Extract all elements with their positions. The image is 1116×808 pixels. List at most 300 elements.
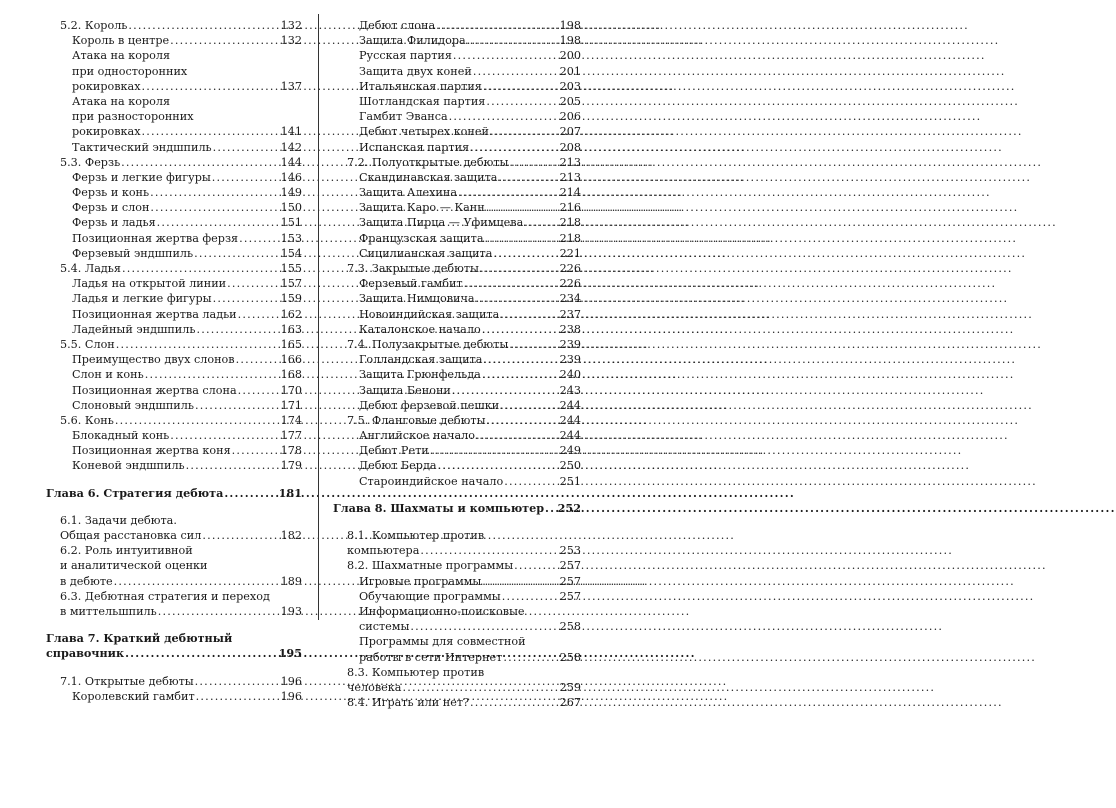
toc-entry-title: Защита Алехина: [359, 186, 458, 200]
toc-entry[interactable]: [333, 458, 581, 473]
toc-entry[interactable]: [333, 200, 581, 215]
toc-entry-title: Дебют Рети: [359, 444, 429, 458]
toc-gap: [46, 662, 302, 674]
toc-entry-title: Глава 6. Стратегия дебюта: [46, 485, 224, 500]
toc-entry[interactable]: [333, 619, 581, 634]
toc-entry[interactable]: [333, 428, 581, 443]
toc-page-number: 253: [559, 544, 581, 558]
toc-entry[interactable]: [46, 291, 302, 306]
toc-page-number: 151: [280, 216, 302, 230]
toc-leader-dots: [514, 558, 559, 573]
toc-page-number: 213: [559, 155, 581, 169]
toc-page-number: 218: [559, 216, 581, 230]
toc-page-number: 174: [280, 413, 302, 427]
toc-gap: [46, 474, 302, 486]
toc-entry-title: 6.2. Роль интуитивной: [60, 544, 193, 558]
toc-leader-dots: [128, 18, 279, 33]
toc-entry[interactable]: [333, 695, 581, 710]
toc-leader-dots: [483, 352, 558, 367]
toc-entry[interactable]: [46, 589, 302, 604]
toc-entry-title: Дебют четырех коней: [359, 125, 489, 139]
toc-page-number: 205: [559, 94, 581, 108]
toc-page-number: 206: [559, 110, 581, 124]
toc-page-number: 196: [280, 674, 302, 688]
toc-page-number: 155: [280, 262, 302, 275]
toc-entry-title: 6.3. Дебютная стратегия и переход: [60, 589, 270, 603]
toc-leader-dots: [224, 486, 277, 501]
toc-page-number: 153: [280, 231, 302, 245]
toc-entry[interactable]: [46, 604, 302, 619]
toc-entry-title: справочник: [46, 646, 125, 661]
toc-entry-title: Защита Каро — Канн: [359, 201, 485, 215]
toc-page-number: 137: [280, 79, 302, 93]
toc-leader-dots: [122, 261, 280, 276]
toc-entry-title: Преимущество двух слонов: [72, 353, 235, 367]
toc-leader-dots: [486, 200, 559, 215]
toc-entry[interactable]: [46, 352, 302, 367]
toc-entry-title: Защита Бенони: [359, 383, 451, 397]
toc-entry-title: рокировках: [72, 125, 141, 139]
toc-page-number: 132: [280, 19, 302, 32]
toc-entry[interactable]: [333, 634, 581, 649]
toc-page-number: 178: [280, 444, 302, 458]
toc-leader-dots: [502, 589, 559, 604]
toc-entry[interactable]: [46, 574, 302, 589]
toc-entry[interactable]: [333, 246, 581, 261]
toc-entry[interactable]: [46, 94, 302, 109]
toc-page-number: 203: [559, 79, 581, 93]
toc-entry-title: Итальянская партия: [359, 79, 482, 93]
toc-page-number: 244: [559, 429, 581, 443]
toc-leader-dots: [482, 367, 559, 382]
toc-entry[interactable]: [333, 33, 581, 48]
toc-page-number: 226: [559, 262, 581, 275]
toc-entry[interactable]: [46, 170, 302, 185]
toc-entry[interactable]: [333, 528, 581, 543]
toc-entry[interactable]: [46, 140, 302, 155]
toc-page-number: 165: [280, 337, 302, 351]
toc-entry-title: Слон и конь: [72, 368, 144, 382]
toc-leader-dots: [142, 79, 280, 94]
toc-entry-title: Ладейный эндшпиль: [72, 322, 196, 336]
toc-page-number: 181: [278, 485, 302, 500]
toc-entry-title: Глава 7. Краткий дебютный: [46, 631, 233, 646]
toc-entry[interactable]: [333, 170, 581, 185]
toc-page-number: 162: [280, 307, 302, 321]
toc-entry[interactable]: [333, 64, 581, 79]
toc-page-number: 157: [280, 277, 302, 291]
toc-entry[interactable]: [46, 200, 302, 215]
toc-leader-dots: [430, 443, 559, 458]
toc-page-number: 267: [559, 696, 581, 710]
toc-entry-title: Дебют ферзевой пешки: [359, 398, 500, 412]
toc-entry-title: Дебют слона: [359, 19, 436, 32]
toc-leader-dots: [116, 337, 280, 352]
toc-entry-title: 7.5. Фланговые дебюты: [347, 413, 486, 427]
toc-entry-title: Обучающие программы: [359, 589, 501, 603]
toc-page-number: 193: [280, 604, 302, 618]
toc-entry[interactable]: [46, 674, 302, 689]
toc-page-number: 141: [280, 125, 302, 139]
toc-leader-dots: [212, 170, 280, 185]
toc-leader-dots: [480, 261, 559, 276]
toc-entry[interactable]: [333, 109, 581, 124]
toc-entry[interactable]: [333, 94, 581, 109]
toc-entry-title: 5.2. Король: [60, 19, 128, 32]
toc-entry-title: 5.5. Слон: [60, 337, 115, 351]
toc-entry-title: Скандинавская защита: [359, 170, 498, 184]
toc-page-number: 179: [280, 459, 302, 473]
toc-entry-title: Гамбит Эванса: [359, 110, 448, 124]
toc-entry-title: 5.6. Конь: [60, 413, 114, 427]
toc-page-number: 132: [280, 34, 302, 48]
toc-entry[interactable]: [333, 48, 581, 63]
toc-entry-title: Позиционная жертва коня: [72, 444, 231, 458]
toc-entry[interactable]: [333, 322, 581, 337]
toc-leader-dots: [484, 231, 558, 246]
toc-entry[interactable]: [333, 383, 581, 398]
toc-page-number: 239: [559, 353, 581, 367]
toc-leader-dots: [170, 33, 279, 48]
toc-page-number: 257: [559, 574, 581, 588]
toc-left-column: [46, 18, 302, 704]
toc-page-number: 213: [559, 170, 581, 184]
toc-entry-title: Ладья и легкие фигуры: [72, 292, 212, 306]
toc-entry-title: компьютера: [347, 544, 420, 558]
toc-entry[interactable]: [46, 155, 302, 170]
toc-page-number: 249: [559, 444, 581, 458]
toc-page-number: 238: [559, 322, 581, 336]
toc-leader-dots: [125, 646, 278, 661]
toc-entry-title: Защита Грюнфельда: [359, 368, 481, 382]
toc-entry[interactable]: [46, 33, 302, 48]
toc-entry[interactable]: [46, 689, 302, 704]
toc-page-number: 244: [559, 398, 581, 412]
toc-page-number: 177: [280, 429, 302, 443]
toc-entry[interactable]: [46, 215, 302, 230]
toc-page-number: 146: [280, 170, 302, 184]
toc-entry-title: Королевский гамбит: [72, 689, 195, 703]
toc-entry-title: Староиндийское начало: [359, 474, 504, 488]
toc-page-number: 239: [559, 337, 581, 351]
toc-page-number: 154: [280, 246, 302, 260]
toc-page-number: 198: [559, 19, 581, 32]
toc-leader-dots: [490, 124, 559, 139]
toc-entry[interactable]: [333, 589, 581, 604]
toc-leader-dots: [452, 383, 559, 398]
toc-page-number: 144: [280, 155, 302, 169]
toc-leader-dots: [509, 337, 558, 352]
toc-entry-title: в дебюте: [60, 574, 113, 588]
toc-leader-dots: [509, 155, 558, 170]
toc-page-number: 240: [559, 368, 581, 382]
toc-leader-dots: [150, 200, 279, 215]
toc-entry-title: Программы для совместной: [359, 635, 526, 649]
toc-leader-dots: [232, 443, 280, 458]
toc-entry[interactable]: [46, 231, 302, 246]
toc-gap: [46, 501, 302, 513]
toc-entry[interactable]: [333, 413, 581, 428]
toc-entry[interactable]: [46, 413, 302, 428]
toc-leader-dots: [486, 94, 558, 109]
toc-page-number: 166: [280, 353, 302, 367]
toc-page-number: 250: [559, 459, 581, 473]
toc-entry[interactable]: [333, 215, 581, 230]
toc-entry[interactable]: [46, 185, 302, 200]
toc-leader-dots: [115, 413, 280, 428]
toc-entry-title: 6.1. Задачи дебюта.: [60, 513, 177, 527]
toc-page-number: 159: [280, 292, 302, 306]
toc-entry[interactable]: [333, 307, 581, 322]
toc-entry-title: Защита Пирца — Уфимцева: [359, 216, 524, 230]
toc-entry[interactable]: [46, 109, 302, 124]
toc-page-number: 189: [280, 574, 302, 588]
toc-entry-title: Игровые программы: [359, 574, 482, 588]
toc-entry-title: Ферзь и слон: [72, 201, 150, 215]
toc-entry[interactable]: [46, 558, 302, 573]
toc-leader-dots: [500, 307, 558, 322]
toc-leader-dots: [449, 109, 559, 124]
toc-entry[interactable]: [46, 428, 302, 443]
toc-leader-dots: [473, 64, 559, 79]
toc-entry-title: Каталонское начало: [359, 322, 481, 336]
toc-leader-dots: [470, 140, 559, 155]
toc-entry-title: 8.1. Компьютер против: [347, 529, 485, 542]
toc-entry[interactable]: [333, 474, 581, 489]
toc-page-number: 216: [559, 201, 581, 215]
toc-entry[interactable]: [333, 398, 581, 413]
toc-entry-title: 7.3. Закрытые дебюты: [347, 262, 479, 275]
toc-entry[interactable]: [333, 231, 581, 246]
toc-leader-dots: [476, 428, 559, 443]
toc-entry-title: Ферзь и ладья: [72, 216, 156, 230]
toc-chapter-entry[interactable]: [46, 486, 302, 501]
toc-leader-dots: [486, 413, 558, 428]
toc-page-number: 208: [559, 140, 581, 154]
toc-entry-title: Атака на короля: [72, 49, 171, 63]
toc-chapter-entry[interactable]: [46, 646, 302, 661]
toc-chapter-entry[interactable]: [46, 631, 302, 646]
toc-leader-dots: [238, 307, 280, 322]
toc-entry-title: Позиционная жертва ферзя: [72, 231, 239, 245]
toc-entry[interactable]: [46, 398, 302, 413]
toc-entry-title: Ладья на открытой линии: [72, 277, 227, 291]
toc-page-number: 170: [280, 383, 302, 397]
toc-entry[interactable]: [333, 574, 581, 589]
toc-entry-title: Коневой эндшпиль: [72, 459, 185, 473]
toc-leader-dots: [145, 367, 280, 382]
toc-entry[interactable]: [46, 513, 302, 528]
toc-entry[interactable]: [333, 352, 581, 367]
toc-entry[interactable]: [333, 185, 581, 200]
toc-page-number: 198: [559, 34, 581, 48]
toc-page-number: 214: [559, 186, 581, 200]
toc-entry-title: 8.4. Играть или нет?: [347, 696, 470, 710]
toc-page-number: 257: [559, 589, 581, 603]
toc-entry[interactable]: [333, 367, 581, 382]
toc-leader-dots: [438, 458, 559, 473]
toc-entry-title: Ферзевый гамбит: [359, 277, 463, 291]
toc-gap: [333, 489, 581, 501]
toc-entry[interactable]: [333, 79, 581, 94]
toc-leader-dots: [436, 18, 558, 33]
toc-entry-title: работы в сети Интернет: [359, 650, 503, 664]
toc-entry[interactable]: [46, 543, 302, 558]
toc-page-number: 142: [280, 140, 302, 154]
toc-entry-title: 5.3. Ферзь: [60, 155, 121, 169]
toc-page-number: 244: [559, 413, 581, 427]
toc-entry-title: Дебют Берда: [359, 459, 437, 473]
toc-leader-dots: [238, 383, 280, 398]
toc-entry-title: Информационно-поисковые: [359, 604, 525, 618]
toc-leader-dots: [482, 322, 559, 337]
toc-entry-title: системы: [359, 620, 410, 634]
toc-entry-title: Новоиндийская защита: [359, 307, 500, 321]
toc-leader-dots: [476, 291, 559, 306]
toc-entry[interactable]: [46, 337, 302, 352]
toc-leader-dots: [213, 140, 280, 155]
toc-page-number: 257: [559, 559, 581, 573]
toc-entry-title: Шотландская партия: [359, 94, 486, 108]
toc-entry[interactable]: [46, 18, 302, 33]
toc-entry[interactable]: [333, 18, 581, 33]
toc-page-number: 237: [559, 307, 581, 321]
toc-entry[interactable]: [333, 680, 581, 695]
toc-entry[interactable]: [46, 246, 302, 261]
toc-leader-dots: [503, 650, 558, 665]
toc-entry[interactable]: [333, 558, 581, 573]
toc-entry-title: 7.4. Полузакрытые дебюты: [347, 337, 509, 351]
toc-entry[interactable]: [46, 458, 302, 473]
toc-chapter-entry[interactable]: [333, 501, 581, 516]
toc-leader-dots: [202, 528, 279, 543]
toc-page-number: 252: [557, 500, 581, 515]
toc-entry-title: 8.3. Компьютер против: [347, 665, 485, 679]
toc-entry-title: Атака на короля: [72, 94, 171, 108]
toc-entry-title: 7.1. Открытые дебюты: [60, 674, 194, 688]
toc-entry[interactable]: [46, 528, 302, 543]
toc-entry-title: и аналитической оценки: [60, 559, 208, 573]
toc-page-number: 150: [280, 201, 302, 215]
toc-entry[interactable]: [46, 261, 302, 276]
toc-leader-dots: [467, 33, 559, 48]
toc-leader-dots: [420, 543, 558, 558]
toc-leader-dots: [470, 695, 559, 710]
toc-page-number: 251: [559, 474, 581, 488]
toc-page-number: 258: [559, 650, 581, 664]
toc-page-number: 196: [280, 689, 302, 703]
toc-leader-dots: [157, 215, 280, 230]
toc-leader-dots: [410, 619, 558, 634]
toc-leader-dots: [500, 398, 558, 413]
toc-entry-title: Ферзь и легкие фигуры: [72, 170, 211, 184]
toc-gap: [333, 516, 581, 528]
toc-leader-dots: [195, 674, 280, 689]
toc-page-number: 163: [280, 322, 302, 336]
toc-leader-dots: [194, 246, 280, 261]
toc-leader-dots: [158, 604, 280, 619]
toc-page-number: 201: [559, 64, 581, 78]
toc-entry[interactable]: [46, 124, 302, 139]
toc-entry-title: Сицилианская защита: [359, 246, 493, 260]
toc-entry[interactable]: [333, 604, 581, 619]
toc-leader-dots: [493, 246, 558, 261]
toc-page-number: 195: [278, 646, 302, 661]
toc-leader-dots: [227, 276, 280, 291]
toc-entry[interactable]: [333, 650, 581, 665]
toc-entry[interactable]: [46, 276, 302, 291]
toc-leader-dots: [195, 398, 280, 413]
toc-page-number: 168: [280, 368, 302, 382]
toc-entry[interactable]: [333, 291, 581, 306]
toc-page-number: 243: [559, 383, 581, 397]
toc-entry-title: 8.2. Шахматные программы: [347, 559, 514, 573]
toc-page-number: 149: [280, 186, 302, 200]
toc-page-number: 226: [559, 277, 581, 291]
toc-leader-dots: [114, 574, 280, 589]
toc-page-number: 259: [559, 680, 581, 694]
column-divider: [318, 14, 319, 620]
toc-entry-title: Защита Нимцовича: [359, 292, 475, 306]
toc-leader-dots: [453, 48, 559, 63]
toc-entry-title: человека: [347, 680, 402, 694]
toc-page-number: 200: [559, 49, 581, 63]
toc-leader-dots: [150, 185, 280, 200]
toc-leader-dots: [482, 574, 558, 589]
toc-entry[interactable]: [333, 261, 581, 276]
toc-leader-dots: [483, 79, 559, 94]
toc-leader-dots: [196, 322, 279, 337]
toc-page-number: 171: [280, 398, 302, 412]
toc-entry-title: Глава 8. Шахматы и компьютер: [333, 500, 545, 515]
toc-page-number: 258: [559, 620, 581, 634]
toc-leader-dots: [239, 231, 280, 246]
toc-entry[interactable]: [333, 155, 581, 170]
toc-entry[interactable]: [46, 307, 302, 322]
toc-entry[interactable]: [46, 48, 302, 63]
toc-entry[interactable]: [333, 443, 581, 458]
toc-leader-dots: [402, 680, 558, 695]
toc-right-column: [333, 18, 581, 710]
toc-leader-dots: [524, 215, 558, 230]
toc-entry[interactable]: [46, 322, 302, 337]
toc-entry[interactable]: [333, 665, 581, 680]
toc-entry[interactable]: [46, 64, 302, 79]
toc-entry[interactable]: [46, 79, 302, 94]
toc-entry[interactable]: [333, 140, 581, 155]
toc-leader-dots: [236, 352, 280, 367]
toc-entry[interactable]: [333, 543, 581, 558]
toc-entry[interactable]: [46, 443, 302, 458]
toc-leader-dots: [464, 276, 559, 291]
toc-entry[interactable]: [333, 124, 581, 139]
toc-leader-dots: [186, 458, 280, 473]
toc-entry-title: Защита двух коней: [359, 64, 472, 78]
toc-entry[interactable]: [333, 276, 581, 291]
toc-entry[interactable]: [46, 367, 302, 382]
toc-entry-title: Голландская защита: [359, 353, 483, 367]
toc-entry[interactable]: [46, 383, 302, 398]
toc-page-number: 182: [280, 529, 302, 542]
toc-entry-title: Русская партия: [359, 49, 452, 63]
toc-entry[interactable]: [333, 337, 581, 352]
toc-entry-title: при односторонних: [72, 64, 188, 78]
toc-entry-title: Позиционная жертва ладьи: [72, 307, 237, 321]
toc-leader-dots: [170, 428, 279, 443]
toc-page-number: 234: [559, 292, 581, 306]
toc-entry-title: Слоновый эндшпиль: [72, 398, 194, 412]
toc-leader-dots: [498, 170, 558, 185]
